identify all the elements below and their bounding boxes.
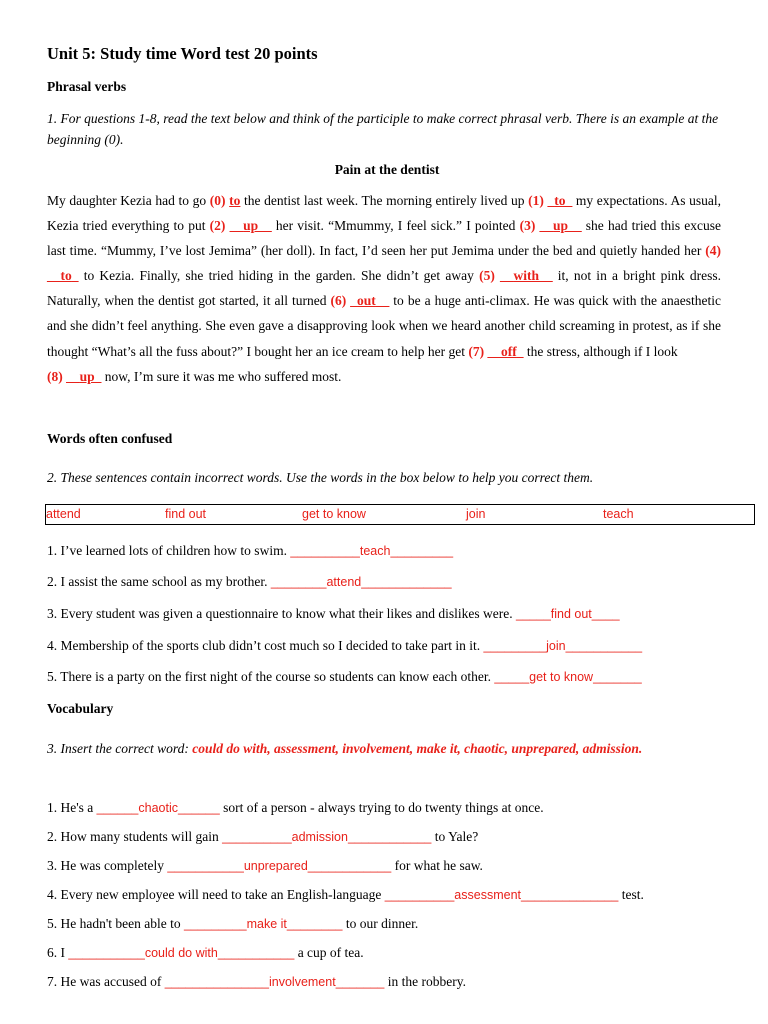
- vocabulary-item: 1. He's a ______chaotic______ sort of a person - always trying to do twenty things at once.: [47, 800, 544, 815]
- gap-answer: __up__: [539, 218, 582, 234]
- paragraph-text: it, not in a bright pink dress. Naturally, when the dentist got started, it all turned: [47, 268, 722, 309]
- word-list: could do with, assessment, involvement, make it, chaotic, unprepared, admission.: [192, 741, 643, 756]
- paragraph-text: she had tried this excuse last time. “Mummy, I’ve lost Jemima” (her doll). In fact, I’d seen her put Jemima under the bed and quietly handed her: [47, 218, 722, 259]
- answer-blank: ___________unprepared____________: [167, 859, 392, 873]
- gap-answer: to: [229, 193, 241, 208]
- section-heading-phrasal-verbs: Phrasal verbs: [47, 79, 127, 94]
- answer-blank: _____get to know_______: [494, 670, 642, 684]
- answer-blank: _________join___________: [483, 639, 643, 653]
- answer-blank: ________attend_____________: [270, 575, 452, 589]
- correction-item: 4. Membership of the sports club didn’t cost much so I decided to take part in it. _________join___________: [47, 638, 643, 653]
- phrasal-verbs-paragraph: [47, 188, 721, 389]
- correction-item: 1. I’ve learned lots of children how to swim. __________teach_________: [47, 543, 454, 558]
- vocabulary-item: 7. He was accused of _______________involvement_______ in the robbery.: [47, 974, 466, 989]
- gap-answer: __up_: [66, 368, 102, 384]
- answer-blank: ___________could do with___________: [68, 946, 295, 960]
- text-title: Pain at the dentist: [334, 162, 440, 177]
- vocabulary-item: 5. He hadn't been able to _________make it________ to our dinner.: [47, 916, 419, 931]
- vocabulary-item: 6. I ___________could do with___________ a cup of tea.: [47, 945, 364, 960]
- gap-number: (1): [528, 193, 544, 208]
- correction-item: 5. There is a party on the first night of the course so students can know each other. _____get to know_______: [47, 669, 642, 684]
- vocabulary-item: 2. How many students will gain __________admission____________ to Yale?: [47, 829, 479, 844]
- vocabulary-item: 3. He was completely ___________unprepared____________ for what he saw.: [47, 858, 483, 873]
- answer-blank: ______chaotic______: [96, 801, 220, 815]
- answer-blank: __________teach_________: [290, 544, 454, 558]
- gap-number: (7): [468, 343, 485, 359]
- gap-answer: _to_: [547, 193, 573, 208]
- section-heading-vocabulary: Vocabulary: [47, 701, 114, 716]
- gap-number: (5): [479, 268, 495, 284]
- correction-item: 2. I assist the same school as my brother. ________attend_____________: [47, 574, 452, 589]
- answer-blank: __________assessment______________: [384, 888, 619, 902]
- paragraph-text: to Kezia. Finally, she tried hiding in the garden. She didn’t get away: [78, 268, 480, 284]
- paragraph-text: the stress, although if I look: [523, 343, 678, 359]
- word-box: [45, 504, 755, 525]
- instruction-1: 1. For questions 1-8, read the text below and think of the participle to make correct phrasal verb. There is an example at the beginning (0).: [47, 111, 719, 147]
- box-word: join: [466, 507, 486, 521]
- paragraph-text: My daughter Kezia had to go: [47, 193, 210, 208]
- instruction-3: 3. Insert the correct word: could do with, assessment, involvement, make it, chaotic, unprepared, admission.: [47, 741, 643, 756]
- paragraph-text: the dentist last week. The morning entirely lived up: [240, 193, 529, 208]
- paragraph-text: my expectations. As usual, Kezia tried everything to put: [47, 193, 722, 234]
- instruction-2: 2. These sentences contain incorrect words. Use the words in the box below to help you correct them.: [47, 470, 594, 485]
- gap-number: (2): [209, 218, 226, 234]
- paragraph-text: to be a huge anti-climax. He was quick with the anaesthetic and she didn’t feel anything. She even gave a disapproving look when we heard another child screaming in protest, as if she thought “What’s all the fuss about?” I bought her an ice cream to help her get: [47, 293, 722, 359]
- answer-blank: _______________involvement_______: [164, 975, 385, 989]
- gap-answer: __off_: [487, 343, 524, 359]
- gap-answer: __up__: [229, 218, 272, 234]
- page-title: Unit 5: Study time Word test 20 points: [47, 44, 318, 63]
- box-word: find out: [165, 507, 207, 521]
- paragraph-text: now, I’m sure it was me who suffered most.: [101, 368, 342, 384]
- gap-answer: __to_: [47, 268, 79, 284]
- box-word: attend: [46, 507, 81, 521]
- box-word: get to know: [302, 507, 366, 521]
- gap-answer: __with__: [500, 268, 553, 284]
- gap-answer: _out__: [350, 293, 390, 309]
- answer-blank: _________make it________: [184, 917, 343, 931]
- section-heading-words-often-confused: Words often confused: [47, 431, 173, 446]
- box-word: teach: [603, 507, 634, 521]
- answer-blank: __________admission____________: [222, 830, 432, 844]
- gap-number: (0): [209, 193, 226, 208]
- answer-blank: _____find out____: [516, 607, 620, 621]
- paragraph-text: her visit. “Mmummy, I feel sick.” I pointed: [271, 218, 520, 234]
- gap-number: (3): [519, 218, 536, 234]
- vocabulary-item: 4. Every new employee will need to take an English-language __________assessment______________ test.: [47, 887, 644, 902]
- gap-number: (6): [330, 293, 347, 309]
- gap-number: (4): [705, 243, 721, 259]
- correction-item: 3. Every student was given a questionnaire to know what their likes and dislikes were. _____find out____: [47, 606, 620, 621]
- gap-number: (8): [47, 368, 63, 384]
